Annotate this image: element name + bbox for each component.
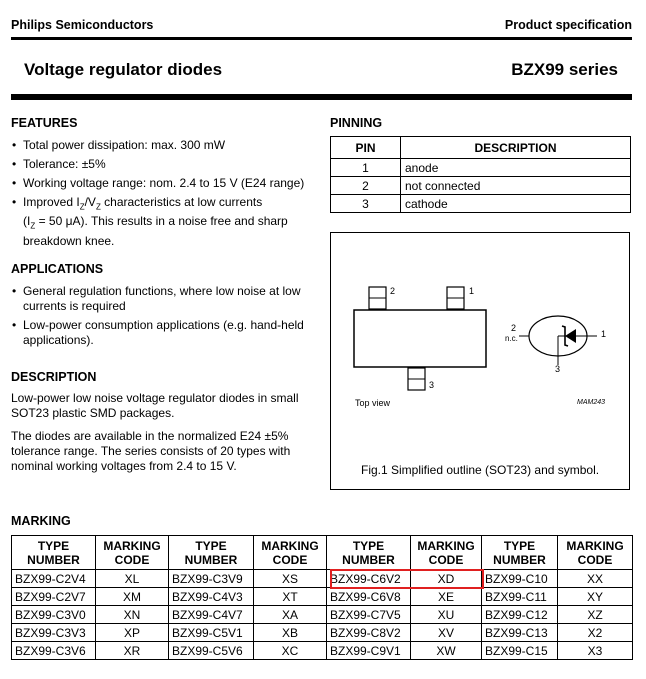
header-text: CODE xyxy=(577,552,613,567)
marking-code: XB xyxy=(254,624,327,642)
pin-number: 3 xyxy=(331,195,401,213)
feature-item: • Total power dissipation: max. 300 mW xyxy=(11,138,316,153)
pin2-label: 2 xyxy=(390,286,396,296)
marking-heading: MARKING xyxy=(11,514,71,528)
doc-type: Product specification xyxy=(504,18,632,32)
marking-code: XU xyxy=(411,606,482,624)
marking-header-row xyxy=(12,536,633,570)
feature-text: (I xyxy=(23,214,31,229)
pin-number: 1 xyxy=(331,159,401,177)
page-title: Voltage regulator diodes xyxy=(24,60,223,79)
header-text: TYPE xyxy=(195,538,227,553)
marking-code: XL xyxy=(96,570,169,588)
header-text: TYPE xyxy=(352,538,385,553)
header-text: NUMBER xyxy=(342,552,395,567)
table-row xyxy=(12,570,633,588)
header-text: MARKING xyxy=(566,538,624,553)
applications-list xyxy=(11,284,311,348)
feature-item xyxy=(11,195,316,249)
marking-code-header xyxy=(411,536,482,570)
pin1-label: 1 xyxy=(469,286,475,296)
desc-col-header: DESCRIPTION xyxy=(401,137,631,159)
marking-code-header xyxy=(254,536,327,570)
figure-code: MAM243 xyxy=(577,399,606,406)
marking-code: XE xyxy=(411,588,482,606)
description-para2: The diodes are available in the normalized E24 ±5% tolerance range. The series consists of 20 types with nominal working voltages from 2.4 to 15 V. xyxy=(11,429,291,473)
type-number: BZX99-C11 xyxy=(482,588,558,606)
type-number: BZX99-C6V8 xyxy=(327,588,411,606)
header-text: CODE xyxy=(428,552,464,567)
header-text: CODE xyxy=(114,552,150,567)
applications-section xyxy=(11,284,311,352)
top-view-label: Top view xyxy=(355,398,391,408)
pinning-heading: PINNING xyxy=(330,116,383,130)
pin3-label: 3 xyxy=(429,380,435,390)
header-text: TYPE xyxy=(37,538,70,553)
subscript: Z xyxy=(95,202,101,212)
pin-description: not connected xyxy=(401,177,631,195)
title-rule xyxy=(11,94,632,100)
header-text: NUMBER xyxy=(27,552,80,567)
marking-code: XW xyxy=(411,642,482,660)
package-body xyxy=(354,310,486,367)
diode-triangle-icon xyxy=(565,329,576,343)
table-row xyxy=(331,159,631,177)
type-number: BZX99-C5V1 xyxy=(169,624,254,642)
feature-text: characteristics at low currents xyxy=(100,195,263,209)
type-number: BZX99-C13 xyxy=(482,624,558,642)
marking-code: XZ xyxy=(558,606,633,624)
sot23-figure xyxy=(331,233,629,489)
marking-code: XD xyxy=(411,570,482,588)
header-text: NUMBER xyxy=(184,552,238,567)
marking-code: XV xyxy=(411,624,482,642)
table-row xyxy=(331,195,631,213)
header-text: NUMBER xyxy=(493,552,546,567)
type-number: BZX99-C3V6 xyxy=(12,642,96,660)
series-title: BZX99 series xyxy=(511,60,618,79)
pin-col-header: PIN xyxy=(331,137,401,159)
figure-caption: Fig.1 Simplified outline (SOT23) and symbol. xyxy=(361,463,600,477)
applications-heading: APPLICATIONS xyxy=(11,262,104,276)
feature-text: = 50 μA). This results in a noise free and sharp xyxy=(35,214,288,229)
type-number: BZX99-C12 xyxy=(482,606,558,624)
type-number-header xyxy=(169,536,254,570)
type-number: BZX99-C9V1 xyxy=(327,642,411,660)
symbol-pin2-label: 2 xyxy=(511,323,517,333)
marking-code: XC xyxy=(254,642,327,660)
type-number: BZX99-C3V3 xyxy=(12,624,96,642)
pin-number: 2 xyxy=(331,177,401,195)
type-number-header xyxy=(482,536,558,570)
table-row xyxy=(12,588,633,606)
type-number: BZX99-C4V3 xyxy=(169,588,254,606)
table-row xyxy=(12,624,633,642)
application-item: • General regulation functions, where low noise at low currents is required xyxy=(11,284,311,314)
header-text: MARKING xyxy=(417,538,475,553)
marking-code: XA xyxy=(254,606,327,624)
header-text: TYPE xyxy=(503,538,536,553)
marking-code: XR xyxy=(96,642,169,660)
type-number-header xyxy=(327,536,411,570)
type-number: BZX99-C2V4 xyxy=(12,570,96,588)
type-number: BZX99-C6V2 xyxy=(327,570,411,588)
pin-description: cathode xyxy=(401,195,631,213)
pinning-header-row xyxy=(331,137,631,159)
marking-code: X2 xyxy=(558,624,633,642)
type-number: BZX99-C10 xyxy=(482,570,558,588)
features-list xyxy=(11,138,316,249)
marking-code: XM xyxy=(96,588,169,606)
marking-code: XX xyxy=(558,570,633,588)
pinning-table-wrap xyxy=(330,136,631,213)
type-number: BZX99-C7V5 xyxy=(327,606,411,624)
feature-item: • Working voltage range: nom. 2.4 to 15 V (E24 range) xyxy=(11,176,316,191)
features-heading: FEATURES xyxy=(11,116,78,130)
type-number: BZX99-C3V9 xyxy=(169,570,254,588)
feature-text: Improved I xyxy=(23,195,80,209)
description-heading: DESCRIPTION xyxy=(11,370,97,384)
table-row xyxy=(12,642,633,660)
marking-code: XS xyxy=(254,570,327,588)
symbol-pin1-label: 1 xyxy=(601,329,607,339)
features-section xyxy=(11,138,316,253)
marking-table-wrap xyxy=(11,535,633,660)
marking-code: X3 xyxy=(558,642,633,660)
type-number: BZX99-C4V7 xyxy=(169,606,254,624)
table-row xyxy=(331,177,631,195)
marking-table xyxy=(11,535,633,660)
marking-code-header xyxy=(96,536,169,570)
type-number-header xyxy=(12,536,96,570)
marking-code: XY xyxy=(558,588,633,606)
type-number: BZX99-C2V7 xyxy=(12,588,96,606)
description-para1: Low-power low noise voltage regulator diodes in small SOT23 plastic SMD packages. xyxy=(11,391,299,420)
header-text: MARKING xyxy=(103,538,161,553)
type-number: BZX99-C8V2 xyxy=(327,624,411,642)
header-rule xyxy=(11,37,632,40)
header-text: CODE xyxy=(272,552,308,567)
highlight-box xyxy=(330,569,484,589)
type-number: BZX99-C15 xyxy=(482,642,558,660)
pinning-table xyxy=(330,136,631,213)
type-number: BZX99-C5V6 xyxy=(169,642,254,660)
table-row xyxy=(12,606,633,624)
marking-code: XT xyxy=(254,588,327,606)
marking-code-header xyxy=(558,536,633,570)
type-number: BZX99-C3V0 xyxy=(12,606,96,624)
application-item: • Low-power consumption applications (e.g. hand-held applications). xyxy=(11,318,311,348)
marking-code: XP xyxy=(96,624,169,642)
pin-description: anode xyxy=(401,159,631,177)
figure-box xyxy=(330,232,630,490)
symbol-nc-label: n.c. xyxy=(505,334,518,343)
header-text: MARKING xyxy=(261,538,319,553)
marking-code: XN xyxy=(96,606,169,624)
feature-text: breakdown knee. xyxy=(23,233,115,248)
company-name: Philips Semiconductors xyxy=(11,18,154,32)
subscript: Z xyxy=(79,202,85,212)
subscript: Z xyxy=(30,221,36,231)
feature-text: /V xyxy=(84,195,96,209)
symbol-pin3-label: 3 xyxy=(555,364,561,374)
feature-item: • Tolerance: ±5% xyxy=(11,157,316,172)
